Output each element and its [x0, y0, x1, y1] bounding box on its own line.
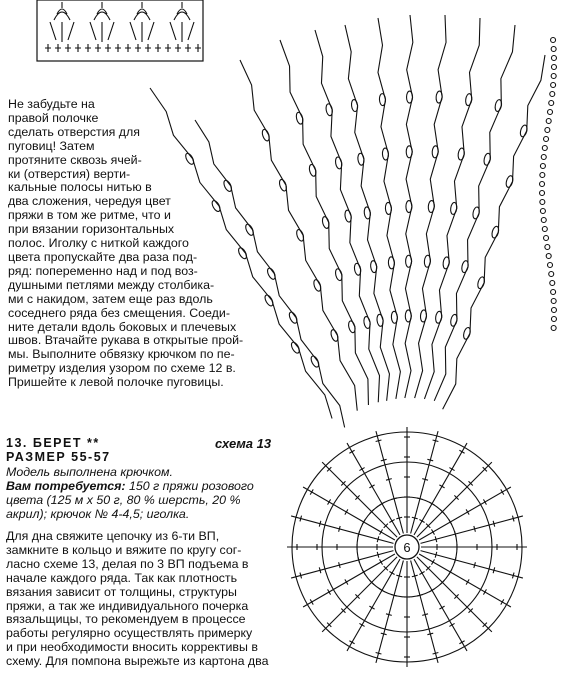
note-line: сделать отверстия для — [8, 124, 140, 139]
leaf-stitch-icon — [406, 201, 412, 213]
tick-stitch — [493, 567, 495, 573]
body-line: и при необходимости вносить коррективы в — [6, 640, 258, 655]
leaf-stitch-icon — [321, 216, 330, 229]
tick-stitch — [339, 526, 341, 532]
leaf-stitch-icon — [344, 210, 352, 223]
leaf-stitch-icon — [244, 223, 255, 236]
tick-stitch — [376, 652, 382, 654]
motif-icon — [94, 2, 110, 20]
chain-dot-icon — [544, 236, 549, 241]
body-line: вязальщицы, то рекомендуем в процессе — [6, 612, 246, 627]
scheme-label: схема 13 — [215, 436, 272, 451]
chain-dot-icon — [542, 227, 547, 232]
tick-stitch — [358, 531, 360, 537]
leaf-stitch-icon — [406, 146, 412, 158]
tick-stitch — [433, 652, 439, 654]
section-size: РАЗМЕР 55-57 — [6, 450, 111, 464]
leaf-stitch-icon — [436, 91, 443, 103]
leaf-stitch-icon — [435, 311, 443, 324]
chain-dot-icon — [551, 74, 556, 79]
chain-dot-icon — [551, 83, 556, 88]
note-text — [8, 98, 243, 390]
stitch-ray — [345, 25, 389, 401]
leaf-stitch-icon — [363, 316, 371, 329]
leaf-stitch-icon — [357, 153, 364, 166]
body-line: пряжи, а так же индивидуального почерка — [6, 598, 249, 613]
needs-text-2: цвета (125 м х 50 г, 80 % шерсть, 20 % — [6, 492, 241, 507]
note-line: протяните сквозь ячей- — [8, 152, 142, 167]
chain-dot-icon — [549, 272, 554, 277]
tick-stitch — [300, 516, 302, 522]
leaf-stitch-icon — [406, 255, 412, 267]
body-line: вязания зависит от толщины, структуры — [6, 584, 237, 599]
cross-stitch-icon — [145, 44, 151, 52]
motif-stitch — [50, 22, 74, 42]
tick-stitch — [386, 479, 392, 481]
model-line: Модель выполнена крючком. — [6, 465, 173, 479]
leaf-stitch-icon — [428, 200, 435, 212]
note-line: при вязании горизонтальных — [8, 222, 175, 237]
note-line: ряд: попеременно над и под воз- — [8, 263, 198, 278]
leaf-stitch-icon — [347, 320, 356, 333]
stitch-ray — [424, 18, 480, 399]
tick-stitch — [493, 521, 495, 527]
leaf-stitch-icon — [354, 263, 362, 276]
chain-dot-icon — [550, 92, 555, 97]
note-line: кальные полосы нитью в — [8, 180, 152, 195]
needs-label: Вам потребуется: — [6, 478, 126, 493]
needs-text-1: 150 г пряжи розового — [125, 478, 254, 493]
tick-stitch — [512, 573, 514, 579]
note-line: полос. Иголку с ниткой каждого — [8, 236, 189, 251]
tick-stitch — [396, 517, 402, 519]
note-line: соседнего ряда без смещения. Соеди- — [8, 305, 230, 320]
tick-stitch — [377, 552, 379, 558]
motif-stitch — [170, 22, 194, 42]
leaf-stitch-icon — [334, 268, 343, 281]
chain-dot-icon — [551, 47, 556, 52]
chain-dot-icon — [551, 65, 556, 70]
chain-dot-icon — [551, 317, 556, 322]
chain-dot-icon — [551, 38, 556, 43]
leaf-stitch-icon — [450, 202, 458, 215]
leaf-stitch-icon — [370, 260, 377, 273]
chain-dot-icon — [548, 263, 553, 268]
tick-stitch — [412, 517, 418, 519]
tick-stitch — [377, 536, 379, 542]
tick-stitch — [386, 614, 392, 616]
leaf-stitch-icon — [310, 355, 321, 368]
note-line: цвета пропускайте два раза под- — [8, 249, 198, 264]
chain-dot-icon — [546, 119, 551, 124]
leaf-stitch-icon — [263, 294, 274, 307]
cross-stitch-icon — [55, 44, 61, 52]
chain-dot-icon — [541, 155, 546, 160]
tick-stitch — [319, 521, 321, 527]
tick-stitch — [435, 536, 437, 542]
chain-dot-icon — [540, 173, 545, 178]
cross-stitch-icon — [175, 44, 181, 52]
tick-stitch — [339, 562, 341, 568]
body-line: работы регулярно осуществлять примерку — [6, 626, 253, 641]
leaf-stitch-icon — [420, 310, 427, 322]
tick-stitch — [412, 575, 418, 577]
leaf-stitch-icon — [405, 310, 411, 322]
leaf-stitch-icon — [465, 93, 473, 106]
tick-stitch — [474, 562, 476, 568]
body-line: замкните в кольцо и вяжите по кругу сог- — [6, 542, 242, 557]
leaf-stitch-icon — [379, 93, 386, 105]
note-line: пуговиц! Затем — [8, 138, 95, 153]
leaf-stitch-icon — [494, 99, 502, 112]
tick-stitch — [435, 552, 437, 558]
chain-dot-icon — [540, 200, 545, 205]
chain-dot-icon — [548, 110, 553, 115]
chain-dot-icon — [541, 218, 546, 223]
tick-stitch — [433, 440, 439, 442]
note-line: мы. Выполните обвязку крючком по пе- — [8, 347, 235, 362]
cross-stitch-icon — [185, 44, 191, 52]
cross-stitch-icon — [65, 44, 71, 52]
tick-stitch — [455, 531, 457, 537]
materials-block — [6, 466, 254, 522]
leaf-stitch-icon — [442, 256, 450, 269]
leaf-stitch-icon — [364, 207, 371, 220]
body-line: ласно схеме 13, делая по 3 ВП подъема в — [6, 556, 249, 571]
motif-stitch — [130, 22, 154, 42]
tick-stitch — [300, 573, 302, 579]
cross-stitch-icon — [165, 44, 171, 52]
leaf-stitch-icon — [290, 341, 301, 354]
leaf-stitch-icon — [325, 103, 333, 116]
leaf-stitch-icon — [450, 314, 458, 327]
chain-dot-icon — [540, 209, 545, 214]
cross-stitch-icon — [45, 44, 51, 52]
tick-stitch — [512, 516, 514, 522]
chain-dot-icon — [551, 308, 556, 313]
tick-stitch — [391, 498, 397, 500]
cross-stitch-icon — [195, 44, 201, 52]
leaf-stitch-icon — [407, 91, 413, 103]
note-line: ки (отверстия) верти- — [8, 166, 131, 181]
leaf-stitch-icon — [424, 255, 431, 267]
body-text — [6, 530, 269, 669]
note-line: швов. Втачайте рукава в открытые прой- — [8, 333, 244, 348]
tick-stitch — [381, 633, 387, 635]
tick-stitch — [474, 526, 476, 532]
leaf-stitch-icon — [295, 112, 304, 125]
stitch-ray — [434, 25, 515, 401]
motif-icon — [174, 2, 190, 20]
tick-stitch — [376, 440, 382, 442]
leaf-stitch-icon — [483, 153, 491, 166]
chain-dot-icon — [540, 164, 545, 169]
leaf-stitch-icon — [266, 267, 277, 280]
tick-stitch — [427, 459, 433, 461]
leaf-stitch-icon — [376, 314, 383, 327]
motif-icon — [54, 2, 70, 20]
leaf-stitch-icon — [457, 148, 465, 161]
section-heading — [6, 436, 111, 464]
chain-dot-icon — [546, 254, 551, 259]
chain-dot-icon — [544, 137, 549, 142]
cross-stitch-icon — [105, 44, 111, 52]
note-line: ните детали вдоль боковых и плечевых — [8, 319, 237, 334]
note-line: душными петлями между столбика- — [8, 277, 215, 292]
tick-stitch — [455, 557, 457, 563]
chain-dot-icon — [545, 128, 550, 133]
chain-dot-icon — [551, 290, 556, 295]
cross-stitch-icon — [125, 44, 131, 52]
leaf-stitch-icon — [391, 311, 398, 323]
body-line: начале каждого ряда. Так как плотность — [6, 570, 238, 585]
section-title: 13. БЕРЕТ ** — [6, 436, 100, 450]
note-line: пряжи в том же ритме, что и — [8, 208, 171, 223]
leaf-stitch-icon — [288, 311, 299, 324]
chain-dot-icon — [542, 146, 547, 151]
note-line: Пришейте к левой полочке пуговицы. — [8, 375, 224, 390]
tick-stitch — [417, 498, 423, 500]
cross-stitch-icon — [85, 44, 91, 52]
cross-stitch-icon — [155, 44, 161, 52]
leaf-stitch-icon — [385, 202, 392, 214]
note-line: риметру изделия узором по схеме 12 в. — [8, 361, 236, 376]
note-line: Не забудьте на — [8, 97, 95, 111]
cross-stitch-icon — [75, 44, 81, 52]
note-line: правой полочке — [8, 110, 99, 125]
leaf-stitch-icon — [472, 206, 480, 219]
tick-stitch — [391, 595, 397, 597]
chain-dot-icon — [540, 182, 545, 187]
chain-dot-icon — [549, 101, 554, 106]
tick-stitch — [427, 633, 433, 635]
tick-stitch — [396, 575, 402, 577]
chain-dot-icon — [545, 245, 550, 250]
body-line: схему. Для помпона вырежьте из картона два — [6, 654, 269, 669]
tick-stitch — [422, 614, 428, 616]
motif-icon — [134, 2, 150, 20]
motif-stitch — [90, 22, 114, 42]
leaf-stitch-icon — [308, 164, 317, 177]
cross-stitch-icon — [135, 44, 141, 52]
body-line: Для дна свяжите цепочку из 6-ти ВП, — [6, 529, 220, 543]
cross-stitch-icon — [115, 44, 121, 52]
chain-dot-icon — [551, 326, 556, 331]
tick-stitch — [358, 557, 360, 563]
tick-stitch — [417, 595, 423, 597]
leaf-stitch-icon — [388, 257, 395, 269]
leaf-stitch-icon — [461, 260, 469, 273]
chain-dot-icon — [551, 299, 556, 304]
note-line: два сложения, чередуя цвет — [8, 194, 171, 209]
cross-stitch-icon — [95, 44, 101, 52]
leaf-stitch-icon — [335, 157, 343, 170]
tick-stitch — [381, 459, 387, 461]
leaf-stitch-icon — [432, 146, 439, 158]
needs-text-3: акрил); крючок № 4-4,5; иголка. — [6, 506, 190, 521]
chain-dot-icon — [540, 191, 545, 196]
tick-stitch — [422, 479, 428, 481]
leaf-stitch-icon — [351, 99, 358, 112]
center-ring-label: 6 — [403, 540, 411, 555]
chain-dot-icon — [550, 281, 555, 286]
note-line: ми с накидом, затем еще раз вдоль — [8, 291, 213, 306]
stitch-ray — [415, 15, 446, 398]
leaf-stitch-icon — [382, 148, 389, 160]
chain-dot-icon — [551, 56, 556, 61]
stitch-ray — [443, 55, 545, 409]
tick-stitch — [319, 567, 321, 573]
